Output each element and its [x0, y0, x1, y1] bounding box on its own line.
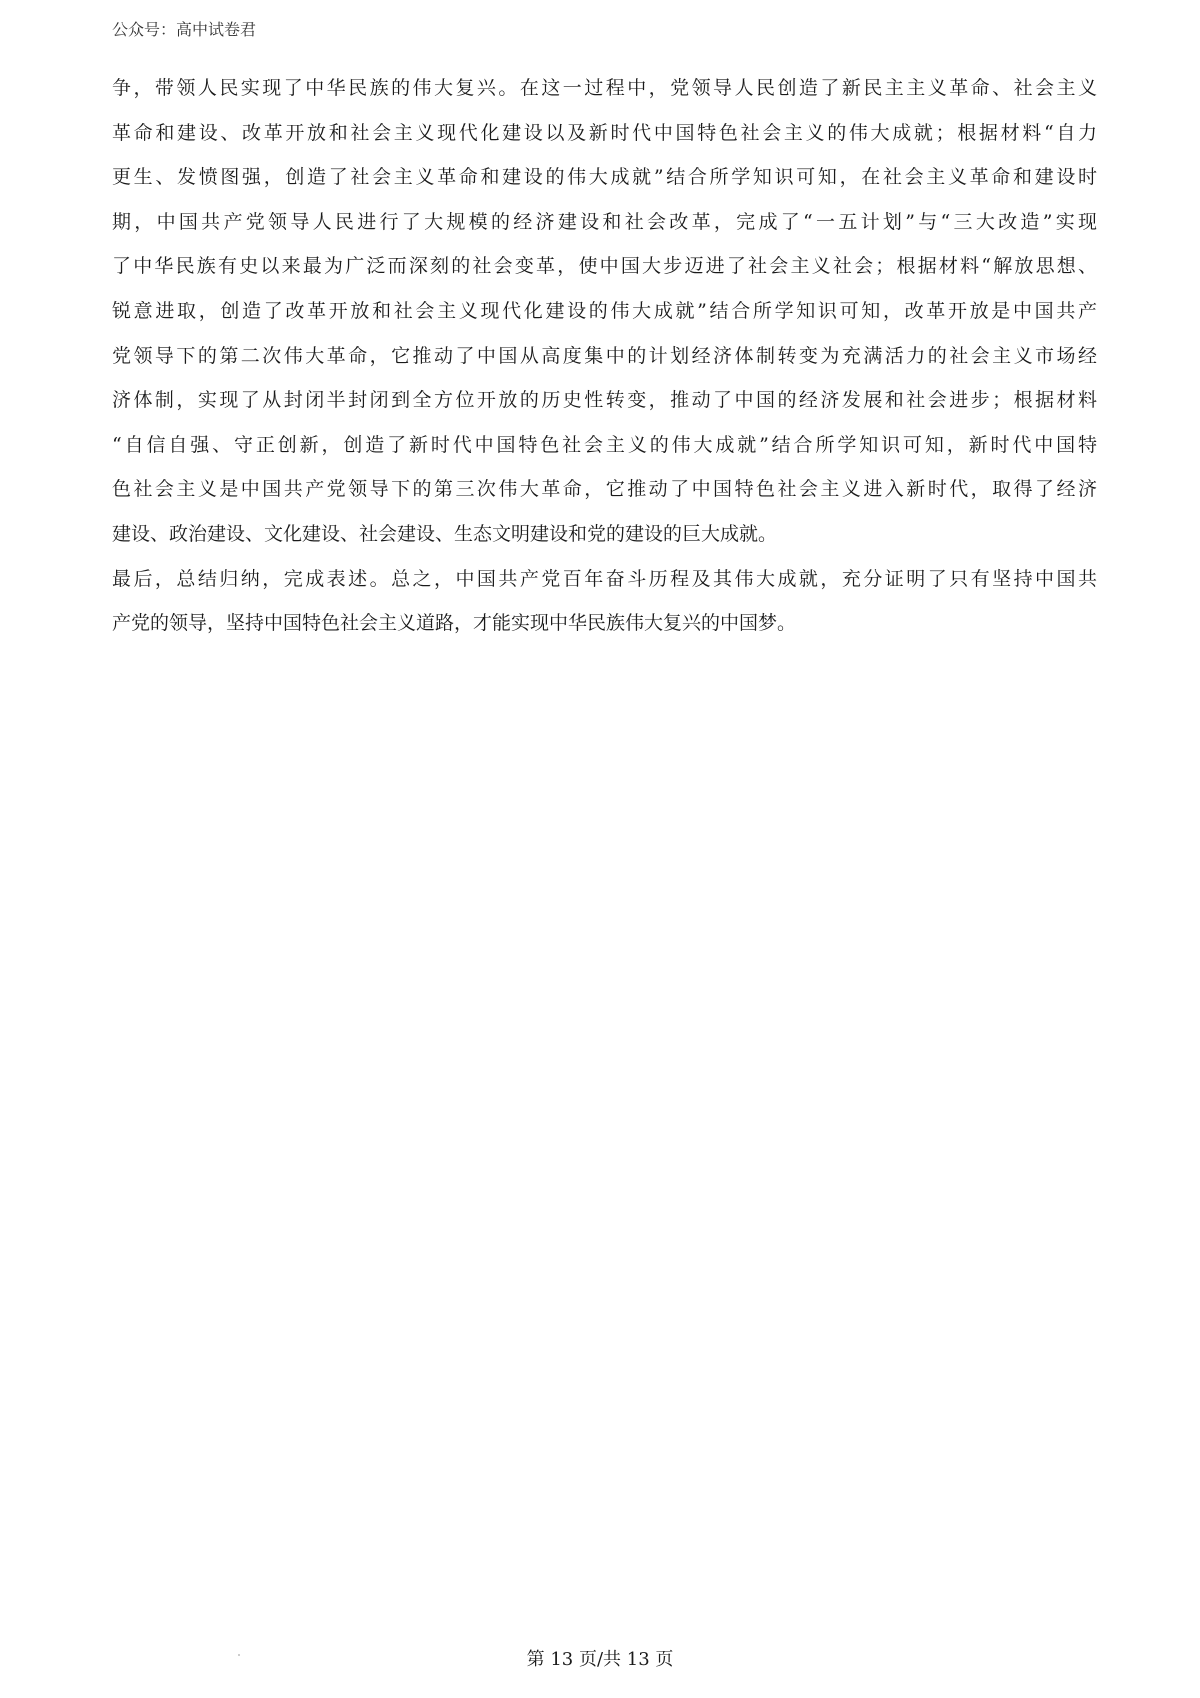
text-line: 济体制，实现了从封闭半封闭到全方位开放的历史性转变，推动了中国的经济发展和社会进步；根据材料 — [112, 389, 1097, 412]
text-line: 最后，总结归纳，完成表述。总之，中国共产党百年奋斗历程及其伟大成就，充分证明了只有坚持中国共 — [112, 567, 1097, 590]
text-line: 了中华民族有史以来最为广泛而深刻的社会变革，使中国大步迈进了社会主义社会；根据材料“解放思想、 — [112, 255, 1097, 278]
text-line: 争，带领人民实现了中华民族的伟大复兴。在这一过程中，党领导人民创造了新民主主义革命、社会主义 — [112, 77, 1097, 99]
text-line: 党领导下的第二次伟大革命，它推动了中国从高度集中的计划经济体制转变为充满活力的社会主义市场经 — [112, 344, 1097, 367]
text-line: 期，中国共产党领导人民进行了大规模的经济建设和社会改革，完成了“一五计划”与“三大改造”实现 — [112, 210, 1097, 233]
text-line: 锐意进取，创造了改革开放和社会主义现代化建设的伟大成就”结合所学知识可知，改革开放是中国共产 — [112, 299, 1097, 322]
text-line: 更生、发愤图强，创造了社会主义革命和建设的伟大成就”结合所学知识可知，在社会主义革命和建设时 — [112, 166, 1097, 189]
page-number: 第 13 页/共 13 页 — [526, 1649, 674, 1670]
text-line: 产党的领导，坚持中国特色社会主义道路，才能实现中华民族伟大复兴的中国梦。 — [112, 612, 797, 635]
page-header-label: 公众号：高中试卷君 — [112, 20, 257, 39]
body-text — [112, 66, 1097, 646]
text-line: 建设、政治建设、文化建设、社会建设、生态文明建设和党的建设的巨大成就。 — [112, 522, 778, 545]
text-line: 色社会主义是中国共产党领导下的第三次伟大革命，它推动了中国特色社会主义进入新时代，取得了经济 — [112, 478, 1097, 501]
text-line: 革命和建设、改革开放和社会主义现代化建设以及新时代中国特色社会主义的伟大成就；根据材料“自力 — [112, 121, 1097, 144]
text-line: “自信自强、守正创新，创造了新时代中国特色社会主义的伟大成就”结合所学知识可知，新时代中国特 — [112, 433, 1097, 456]
